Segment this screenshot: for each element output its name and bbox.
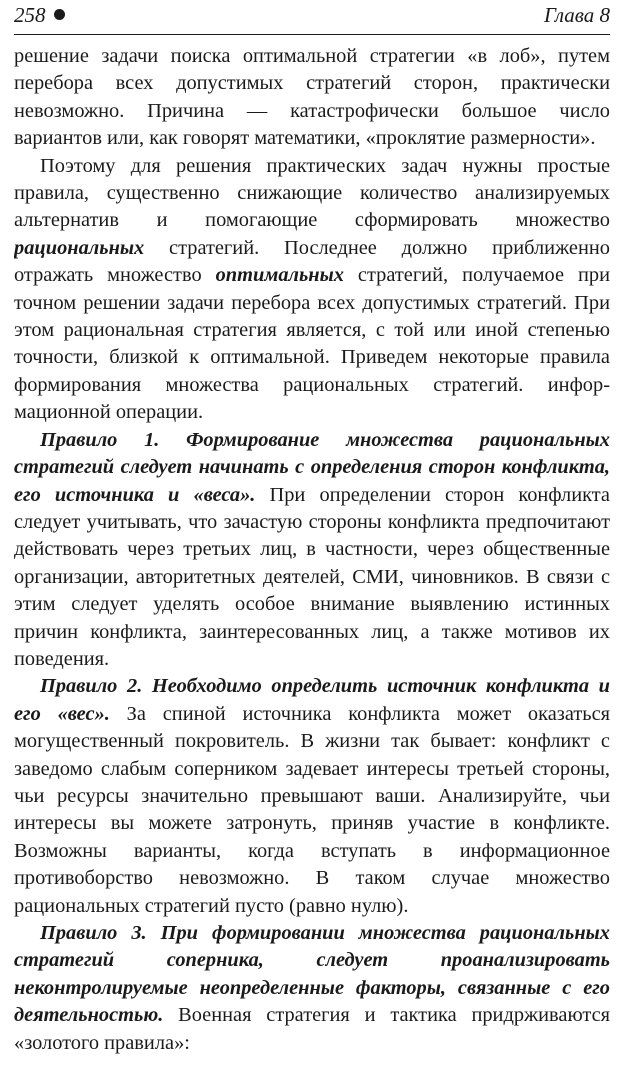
page-body bbox=[14, 43, 610, 1057]
rule-1-heading: Правило 1. Формирование множества рациональных стратегий следует начинать с определения сторон конфликта, его источника и «веса». bbox=[14, 428, 610, 506]
rule-3-text: Военная стратегия и тактика придрживаются «золотого правила»: bbox=[14, 1004, 610, 1054]
rule-2-heading: Правило 2. Необходимо определить источник конфликта и его «вес». bbox=[14, 675, 610, 725]
rule-1-text: При определении сторон конфликта следует учитывать, что зачастую стороны конфликта предпочитают действовать через третьих лиц, в частности, через общественные организации, авторитетных деятелей, СМИ, чиновников. В связи с этим следует уделять особое внимание выявлению истинных причин конфликта, заинтересованных лиц, а также мотивов их поведения. bbox=[14, 483, 610, 670]
paragraph-continuation: решение задачи поиска оптимальной стратегии «в лоб», путем перебора всех допустимых стратегий сторон, практически невозможно. Причина — катастрофически большое число вариантов или, как говорят математики, «проклятие размерности». bbox=[14, 45, 610, 150]
paragraph-rational-strategies: Поэтому для решения практических задач нужны простые правила, существенно снижающие количество анализируемых альтернатив и помогающие сформировать множество рациональных стратегий. Последнее должно приближенно отражать множество оптимальных стратегий, получаемое при точном решении задачи перебора всех допустимых стратегий. При этом рациональная стратегия является, с той или иной степенью точности, близкой к оптимальной. Приведем некоторые правила формирования множества рациональных стратегий. информационной операции. bbox=[14, 154, 610, 424]
rule-3-paragraph bbox=[14, 920, 610, 1057]
term-rational: рациональных bbox=[14, 236, 145, 259]
chapter-title: Глава 8 bbox=[544, 3, 610, 27]
running-header bbox=[14, 0, 610, 35]
rule-1-paragraph bbox=[14, 427, 610, 674]
bullet-icon bbox=[54, 9, 65, 20]
rule-2-text: За спиной источника конфликта может оказаться могущественный покровитель. В жизни так бывает: конфликт с заведомо слабым соперником задевает интересы третьей стороны, чьи ресурсы значительно превышают ваши. Анализируйте, чьи интересы вы можете затронуть, приняв участие в конфликте. Возможны варианты, когда вступать в информационное противоборство невозможно. В таком случае множество рациональных стратегий пусто (равно нулю). bbox=[14, 702, 610, 917]
rule-3-heading: Правило 3. При формировании множества рациональных стратегий соперника, следует проанализировать неконтролируемые неопределенные факторы, связанные с его деятельностью. bbox=[14, 922, 610, 1027]
rule-2-paragraph bbox=[14, 673, 610, 920]
term-optimal: оптимальных bbox=[215, 264, 344, 287]
page-number: 258 bbox=[14, 1, 65, 29]
book-page bbox=[14, 0, 610, 1068]
